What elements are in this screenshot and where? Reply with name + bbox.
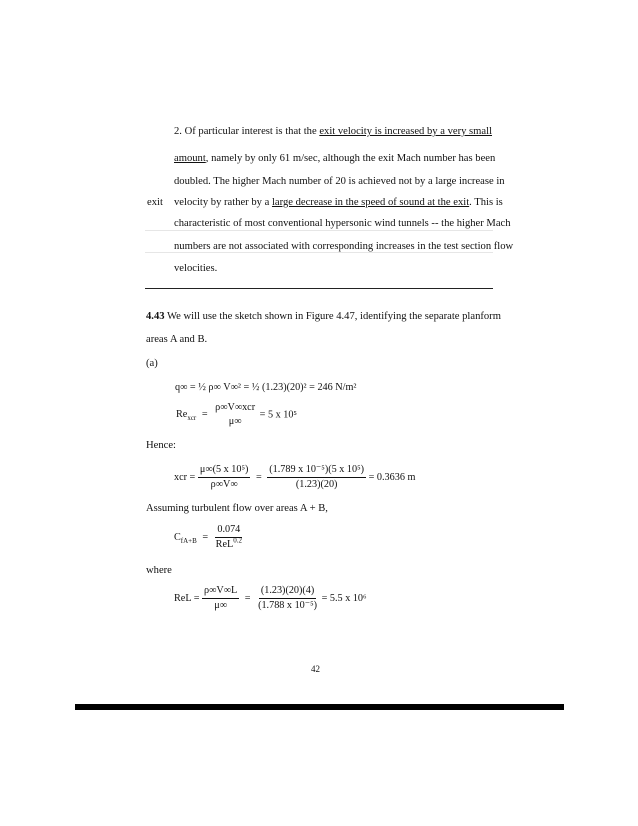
underlined-text: amount [174,153,206,164]
equals-sign: = [244,592,251,604]
part-label: (a) [146,358,158,369]
underlined-text: exit velocity is increased by a very small [319,126,493,137]
problem-intro-line-1 [146,311,501,322]
text: velocity by rather by a [174,197,272,208]
faint-rule [145,230,493,231]
paragraph-line-5: characteristic of most conventional hypersonic wind tunnels -- the higher Mach [174,218,511,229]
underlined-text: large decrease in the speed of sound at the exit [271,197,470,208]
dynamic-pressure-equation: q∞ = ½ ρ∞ V∞² = ½ (1.23)(20)² = 246 N/m² [175,382,357,393]
fraction [214,524,244,551]
hence-label: Hence: [146,440,176,451]
text: 2. Of particular interest is that the [174,126,320,137]
equals-sign: = [255,471,262,483]
xcr-result: = 0.3636 m [368,471,416,483]
numerator: 0.074 [215,524,242,538]
denominator: (1.23)(20) [295,479,338,490]
text: . This is [469,197,503,208]
numerator: (1.23)(20)(4) [259,585,316,599]
page-number: 42 [311,664,320,674]
re-symbol: $Re_{xcr}$ [176,409,197,423]
margin-note: exit [147,197,163,208]
footer-bar [75,704,564,710]
re-result: = 5 x 10⁵ [259,409,297,421]
reynolds-critical-equation [176,402,297,428]
equals-sign: = [202,531,209,543]
faint-rule [145,252,493,253]
fraction [213,402,257,428]
paragraph-line-3: doubled. The higher Mach number of 20 is achieved not by a large increase in [174,176,505,187]
xcr-equation [174,464,415,491]
denominator: ρ∞V∞ [210,479,238,490]
fraction [256,585,319,612]
fraction [202,585,239,612]
rel-lhs: ReL = [174,592,200,604]
assumption-text: Assuming turbulent flow over areas A + B, [146,503,328,514]
section-divider [145,288,493,289]
paragraph-line-1 [174,126,492,137]
reynolds-length-equation [174,585,367,612]
numerator: (1.789 x 10⁻⁵)(5 x 10⁵) [267,464,366,478]
equals-sign: = [201,409,208,421]
where-label: where [146,565,172,576]
text: We will use the sketch shown in Figure 4.47, identifying the separate planform [164,311,501,322]
denominator: μ∞ [214,600,227,611]
fraction [198,464,251,491]
fraction [267,464,366,491]
denominator: μ∞ [228,416,242,427]
rel-result: = 5.5 x 10⁶ [321,592,367,604]
xcr-lhs: xcr = [174,471,196,483]
numerator: ρ∞V∞L [202,585,239,599]
numerator: μ∞(5 x 10⁵) [198,464,251,478]
cf-symbol: $C_{fA+B}$ [174,531,197,545]
problem-intro-line-2: areas A and B. [146,334,208,345]
skin-friction-equation [174,524,244,551]
paragraph-line-6: numbers are not associated with corresponding increases in the test section flow [174,241,514,252]
denominator: (1.788 x 10⁻⁵) [258,600,318,611]
numerator: ρ∞V∞xcr [215,402,256,413]
paragraph-line-7: velocities. [174,263,218,274]
paragraph-line-2 [174,153,495,164]
paragraph-line-4 [174,197,503,208]
denominator: ReL$^{0.2}$ [215,536,242,550]
problem-number: 4.43 [146,311,165,322]
text: , namely by only 61 m/sec, although the exit Mach number has been [205,153,496,164]
